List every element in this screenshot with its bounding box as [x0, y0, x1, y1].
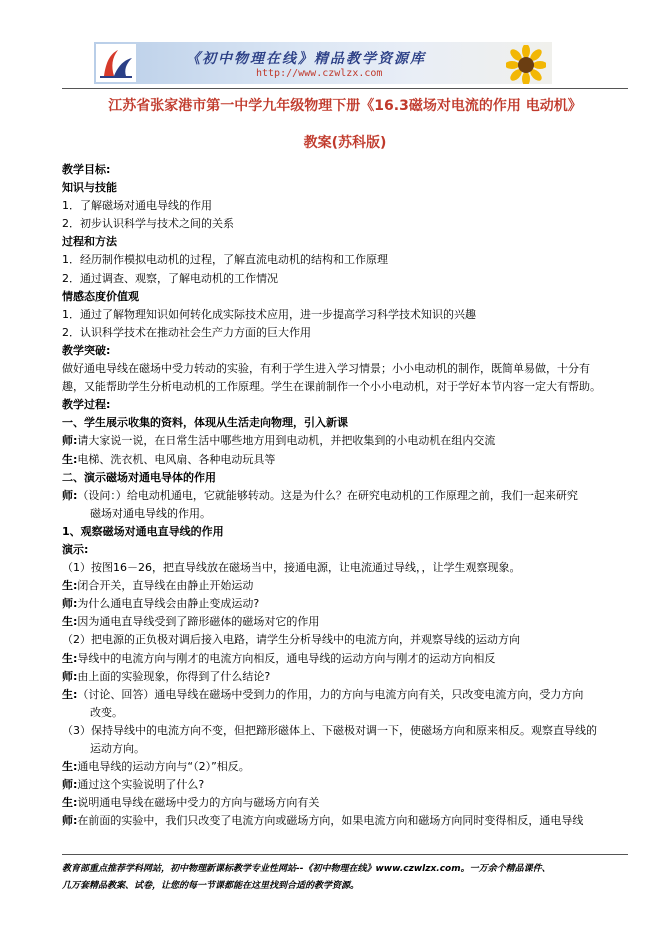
paragraph [62, 505, 628, 523]
paragraph [62, 233, 628, 251]
paragraph-text: 做好通电导线在磁场中受力转动的实验，有利于学生进入学习情景；小小电动机的制作，既简单易做，十分有 [62, 362, 590, 376]
footer-line-2: 几万套精品教案、试卷，让您的每一节课都能在这里找到合适的教学资源。 [62, 881, 360, 891]
speaker-label: 生: [62, 760, 78, 774]
paragraph [62, 197, 628, 215]
document-subtitle: 教案(苏科版) [303, 135, 387, 151]
paragraph [62, 396, 628, 414]
paragraph [62, 270, 628, 288]
speaker-label: 师: [62, 597, 78, 611]
paragraph-text: 1．经历制作模拟电动机的过程，了解直流电动机的结构和工作原理 [62, 253, 388, 267]
paragraph-text: （设问：）给电动机通电，它就能够转动。这是为什么？在研究电动机的工作原理之前，我们一起来研究 [77, 488, 578, 502]
paragraph [62, 668, 628, 686]
paragraph-text: 磁场对通电导线的作用。 [90, 506, 211, 520]
paragraph [62, 650, 628, 668]
paragraph-text: 1．了解磁场对通电导线的作用 [62, 199, 212, 213]
banner-title: 《初中物理在线》精品教学资源库 [186, 51, 426, 67]
paragraph-text: 说明通电导线在磁场中受力的方向与磁场方向有关 [77, 796, 320, 810]
speaker-label: 生: [62, 579, 78, 593]
paragraph-text: （2）把电源的正负极对调后接入电路，请学生分析导线中的电流方向，并观察导线的运动方向 [62, 633, 520, 647]
paragraph-text: （1）按图16－26，把直导线放在磁场当中，接通电源，让电流通过导线，，让学生观察现象。 [62, 561, 521, 575]
paragraph [62, 324, 628, 342]
header-rule [62, 88, 628, 89]
paragraph [62, 378, 628, 396]
paragraph-text: 2．认识科学技术在推动社会生产力方面的巨大作用 [62, 325, 311, 339]
paragraph-text: 通电导线的运动方向与“（2）”相反。 [77, 760, 250, 774]
paragraph-text: 导线中的电流方向与刚才的电流方向相反，通电导线的运动方向与刚才的运动方向相反 [77, 651, 496, 665]
paragraph [62, 613, 628, 631]
paragraph-text: （3）保持导线中的电流方向不变，但把蹄形磁体上、下磁极对调一下，使磁场方向和原来相反。观察直导线的 [62, 723, 597, 737]
paragraph [62, 360, 628, 378]
paragraph-text: 1．通过了解物理知识如何转化成实际技术应用，进一步提高学习科学技术知识的兴趣 [62, 307, 476, 321]
paragraph-text: 教学突破: [62, 343, 111, 357]
paragraph-text: 过程和方法 [62, 235, 117, 249]
banner-url[interactable]: http://www.czwlzx.com [256, 68, 383, 79]
footer-line-1: 教育部重点推荐学科网站，初中物理新课标教学专业性网站--《初中物理在线》www.czwlzx.com。一万余个精品课件、 [62, 864, 551, 874]
paragraph [62, 523, 628, 541]
paragraph [62, 794, 628, 812]
paragraph [62, 215, 628, 233]
paragraph-text: 一、学生展示收集的资料，体现从生活走向物理，引入新课 [62, 416, 348, 430]
paragraph-text: 二、演示磁场对通电导体的作用 [62, 470, 216, 484]
paragraph-text: 闭合开关，直导线在由静止开始运动 [77, 579, 254, 593]
speaker-label: 生: [62, 687, 78, 701]
sunflower-icon [506, 45, 546, 84]
speaker-label: 师: [62, 488, 78, 502]
paragraph-text: 电梯、洗衣机、电风扇、各种电动玩具等 [77, 452, 276, 466]
paragraph [62, 451, 628, 469]
paragraph [62, 251, 628, 269]
lesson-body [62, 161, 628, 830]
paragraph-text: 情感态度价值观 [62, 289, 139, 303]
paragraph [62, 342, 628, 360]
footer [62, 861, 628, 895]
speaker-label: 生: [62, 651, 78, 665]
speaker-label: 生: [62, 796, 78, 810]
paragraph-text: 在前面的实验中，我们只改变了电流方向或磁场方向，如果电流方向和磁场方向同时变得相反，通电导线 [77, 814, 584, 828]
paragraph [62, 704, 628, 722]
paragraph-text: 改变。 [90, 705, 123, 719]
paragraph-text: 因为通电直导线受到了蹄形磁体的磁场对它的作用 [77, 615, 320, 629]
site-logo-icon [96, 44, 136, 82]
paragraph [62, 161, 628, 179]
header-banner [94, 42, 552, 84]
speaker-label: 师: [62, 778, 78, 792]
paragraph [62, 541, 628, 559]
paragraph [62, 722, 628, 740]
paragraph-text: 演示: [62, 542, 89, 556]
paragraph [62, 758, 628, 776]
paragraph [62, 469, 628, 487]
paragraph-text: 通过这个实验说明了什么? [77, 778, 205, 792]
paragraph [62, 414, 628, 432]
paragraph [62, 288, 628, 306]
paragraph-text: 请大家说一说，在日常生活中哪些地方用到电动机，并把收集到的小电动机在组内交流 [77, 434, 496, 448]
speaker-label: 师: [62, 434, 78, 448]
speaker-label: 生: [62, 452, 78, 466]
paragraph [62, 432, 628, 450]
speaker-label: 生: [62, 615, 78, 629]
paragraph [62, 179, 628, 197]
paragraph [62, 776, 628, 794]
paragraph-text: 2．通过调查、观察，了解电动机的工作情况 [62, 271, 278, 285]
paragraph-text: 1、观察磁场对通电直导线的作用 [62, 524, 224, 538]
paragraph [62, 631, 628, 649]
paragraph-text: 为什么通电直导线会由静止变成运动? [77, 597, 260, 611]
paragraph [62, 812, 628, 830]
speaker-label: 师: [62, 814, 78, 828]
paragraph [62, 740, 628, 758]
paragraph-text: （讨论、回答）通电导线在磁场中受到力的作用，力的方向与电流方向有关，只改变电流方向，受力方向 [77, 687, 584, 701]
paragraph [62, 686, 628, 704]
paragraph-text: 知识与技能 [62, 181, 117, 195]
paragraph-text: 趣，又能帮助学生分析电动机的工作原理。学生在课前制作一个小小电动机，对于学好本节内容一定大有帮助。 [62, 380, 601, 394]
footer-rule [62, 854, 628, 855]
paragraph-text: 由上面的实验现象，你得到了什么结论? [77, 669, 271, 683]
paragraph-text: 教学目标: [62, 163, 111, 176]
paragraph-text: 2．初步认识科学与技术之间的关系 [62, 217, 234, 231]
paragraph-text: 教学过程: [62, 398, 111, 412]
paragraph [62, 595, 628, 613]
paragraph [62, 306, 628, 324]
paragraph [62, 487, 628, 505]
document-title: 江苏省张家港市第一中学九年级物理下册《16.3磁场对电流的作用 电动机》 [108, 98, 582, 114]
paragraph [62, 559, 628, 577]
paragraph-text: 运动方向。 [90, 742, 145, 755]
speaker-label: 师: [62, 669, 78, 683]
paragraph [62, 577, 628, 595]
